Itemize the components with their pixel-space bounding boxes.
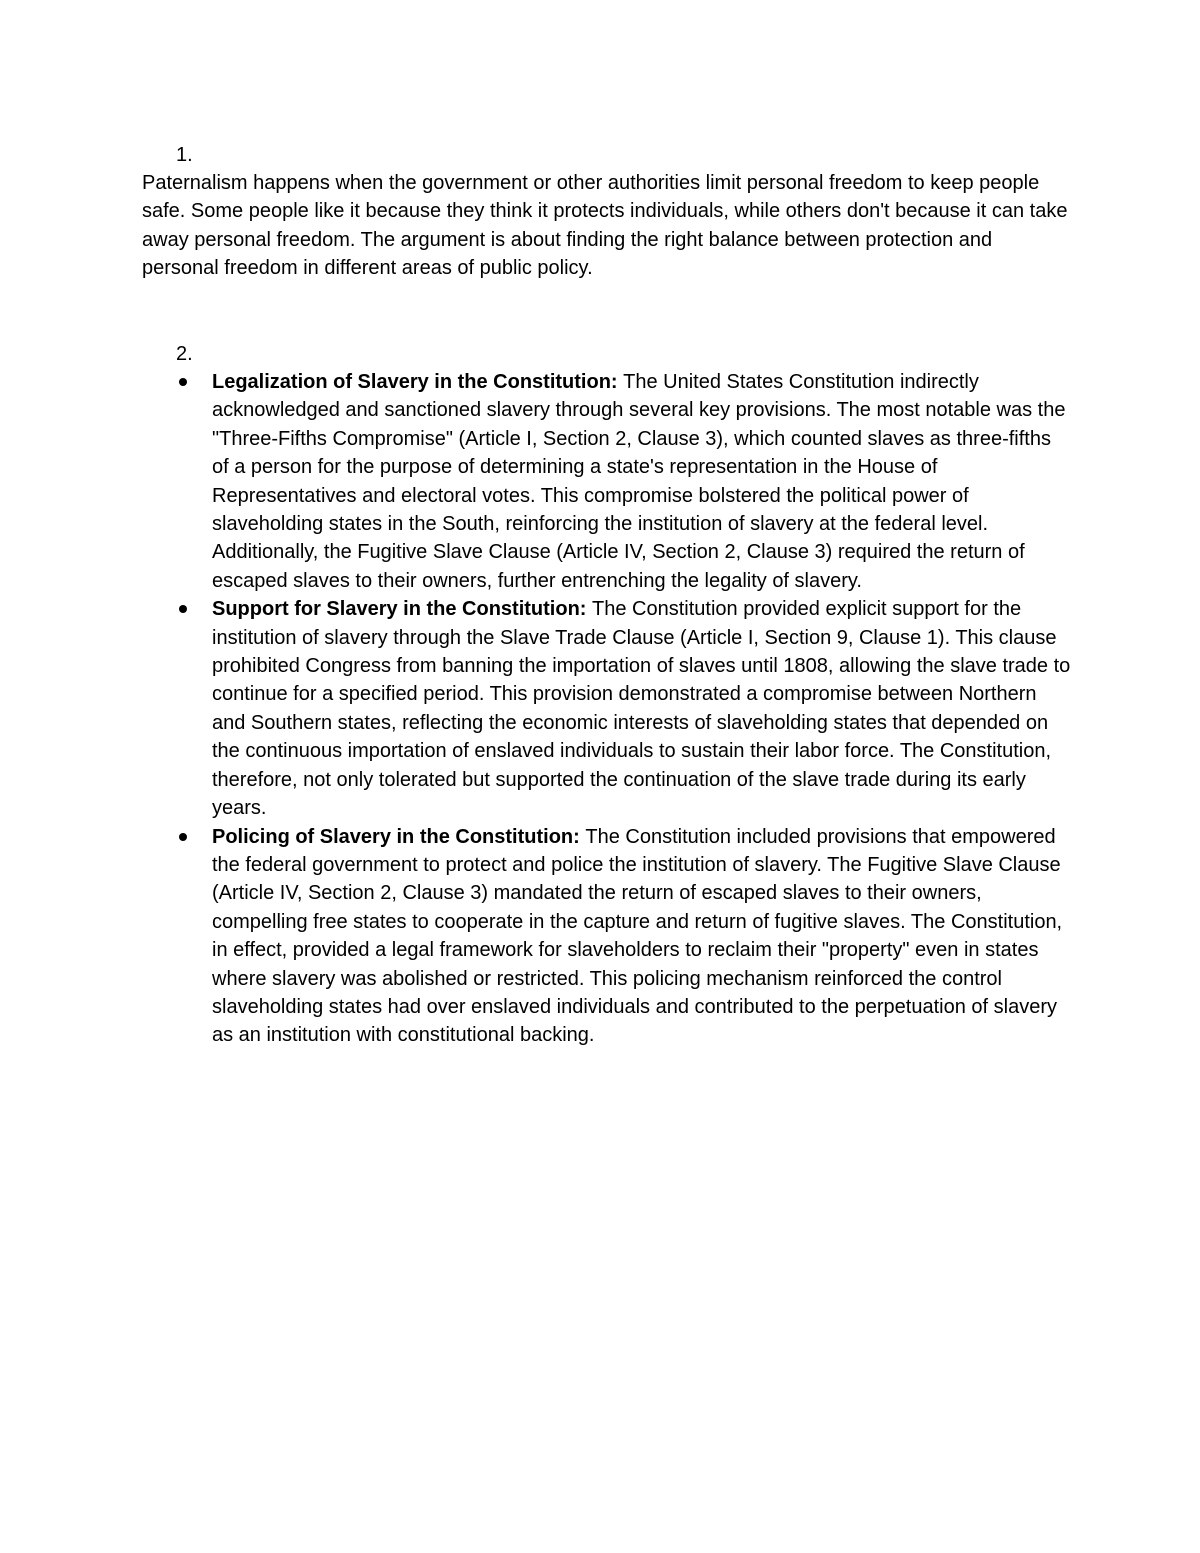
bullet-item-legalization	[212, 368, 1072, 595]
section-1-paragraph: Paternalism happens when the government or other authorities limit personal freedom to keep people safe. Some people like it because they think it protects individuals, while others don't because it can take away personal freedom. The argument is about finding the right balance between protection and personal freedom in different areas of public policy.	[142, 172, 1068, 280]
bullet-text: The United States Constitution indirectly acknowledged and sanctioned slavery through several key provisions. The most notable was the "Three-Fifths Compromise" (Article I, Section 2, Clause 3), which counted slaves as three-fifths of a person for the purpose of determining a state's representation in the House of Representatives and electoral votes. This compromise bolstered the political power of slaveholding states in the South, reinforcing the institution of slavery at the federal level. Additionally, the Fugitive Slave Clause (Article IV, Section 2, Clause 3) required the return of escaped slaves to their owners, further entrenching the legality of slavery.	[212, 371, 1066, 592]
section-1-number: 1.	[176, 144, 193, 166]
bullet-text: The Constitution included provisions that empowered the federal government to protect and police the institution of slavery. The Fugitive Slave Clause (Article IV, Section 2, Clause 3) mandated the return of escaped slaves to their owners, compelling free states to cooperate in the capture and return of fugitive slaves. The Constitution, in effect, provided a legal framework for slaveholders to reclaim their "property" even in states where slavery was abolished or restricted. This policing mechanism reinforced the control slaveholding states had over enslaved individuals and contributed to the perpetuation of slavery as an institution with constitutional backing.	[212, 825, 1063, 1047]
bullet-heading: Legalization of Slavery in the Constitution:	[212, 371, 624, 393]
bullet-dot-icon	[179, 378, 187, 386]
bullet-heading: Support for Slavery in the Constitution:	[212, 598, 592, 621]
bullet-item-policing	[212, 823, 1072, 1050]
bullet-text: The Constitution provided explicit support for the institution of slavery through the Slave Trade Clause (Article I, Section 9, Clause 1). This clause prohibited Congress from banning the importation of slaves until 1808, allowing the slave trade to continue for a specified period. This provision demonstrated a compromise between Northern and Southern states, reflecting the economic interests of slaveholding states that depended on the continuous importation of enslaved individuals to sustain their labor force. The Constitution, therefore, not only tolerated but supported the continuation of the slave trade during its early years.	[212, 598, 1071, 820]
bullet-heading: Policing of Slavery in the Constitution:	[212, 825, 586, 848]
bullet-dot-icon	[179, 833, 187, 841]
bullet-dot-icon	[179, 605, 187, 613]
section-2-number: 2.	[176, 343, 193, 365]
section-2-bullet-list	[212, 368, 1072, 1050]
bullet-item-support	[212, 595, 1072, 822]
